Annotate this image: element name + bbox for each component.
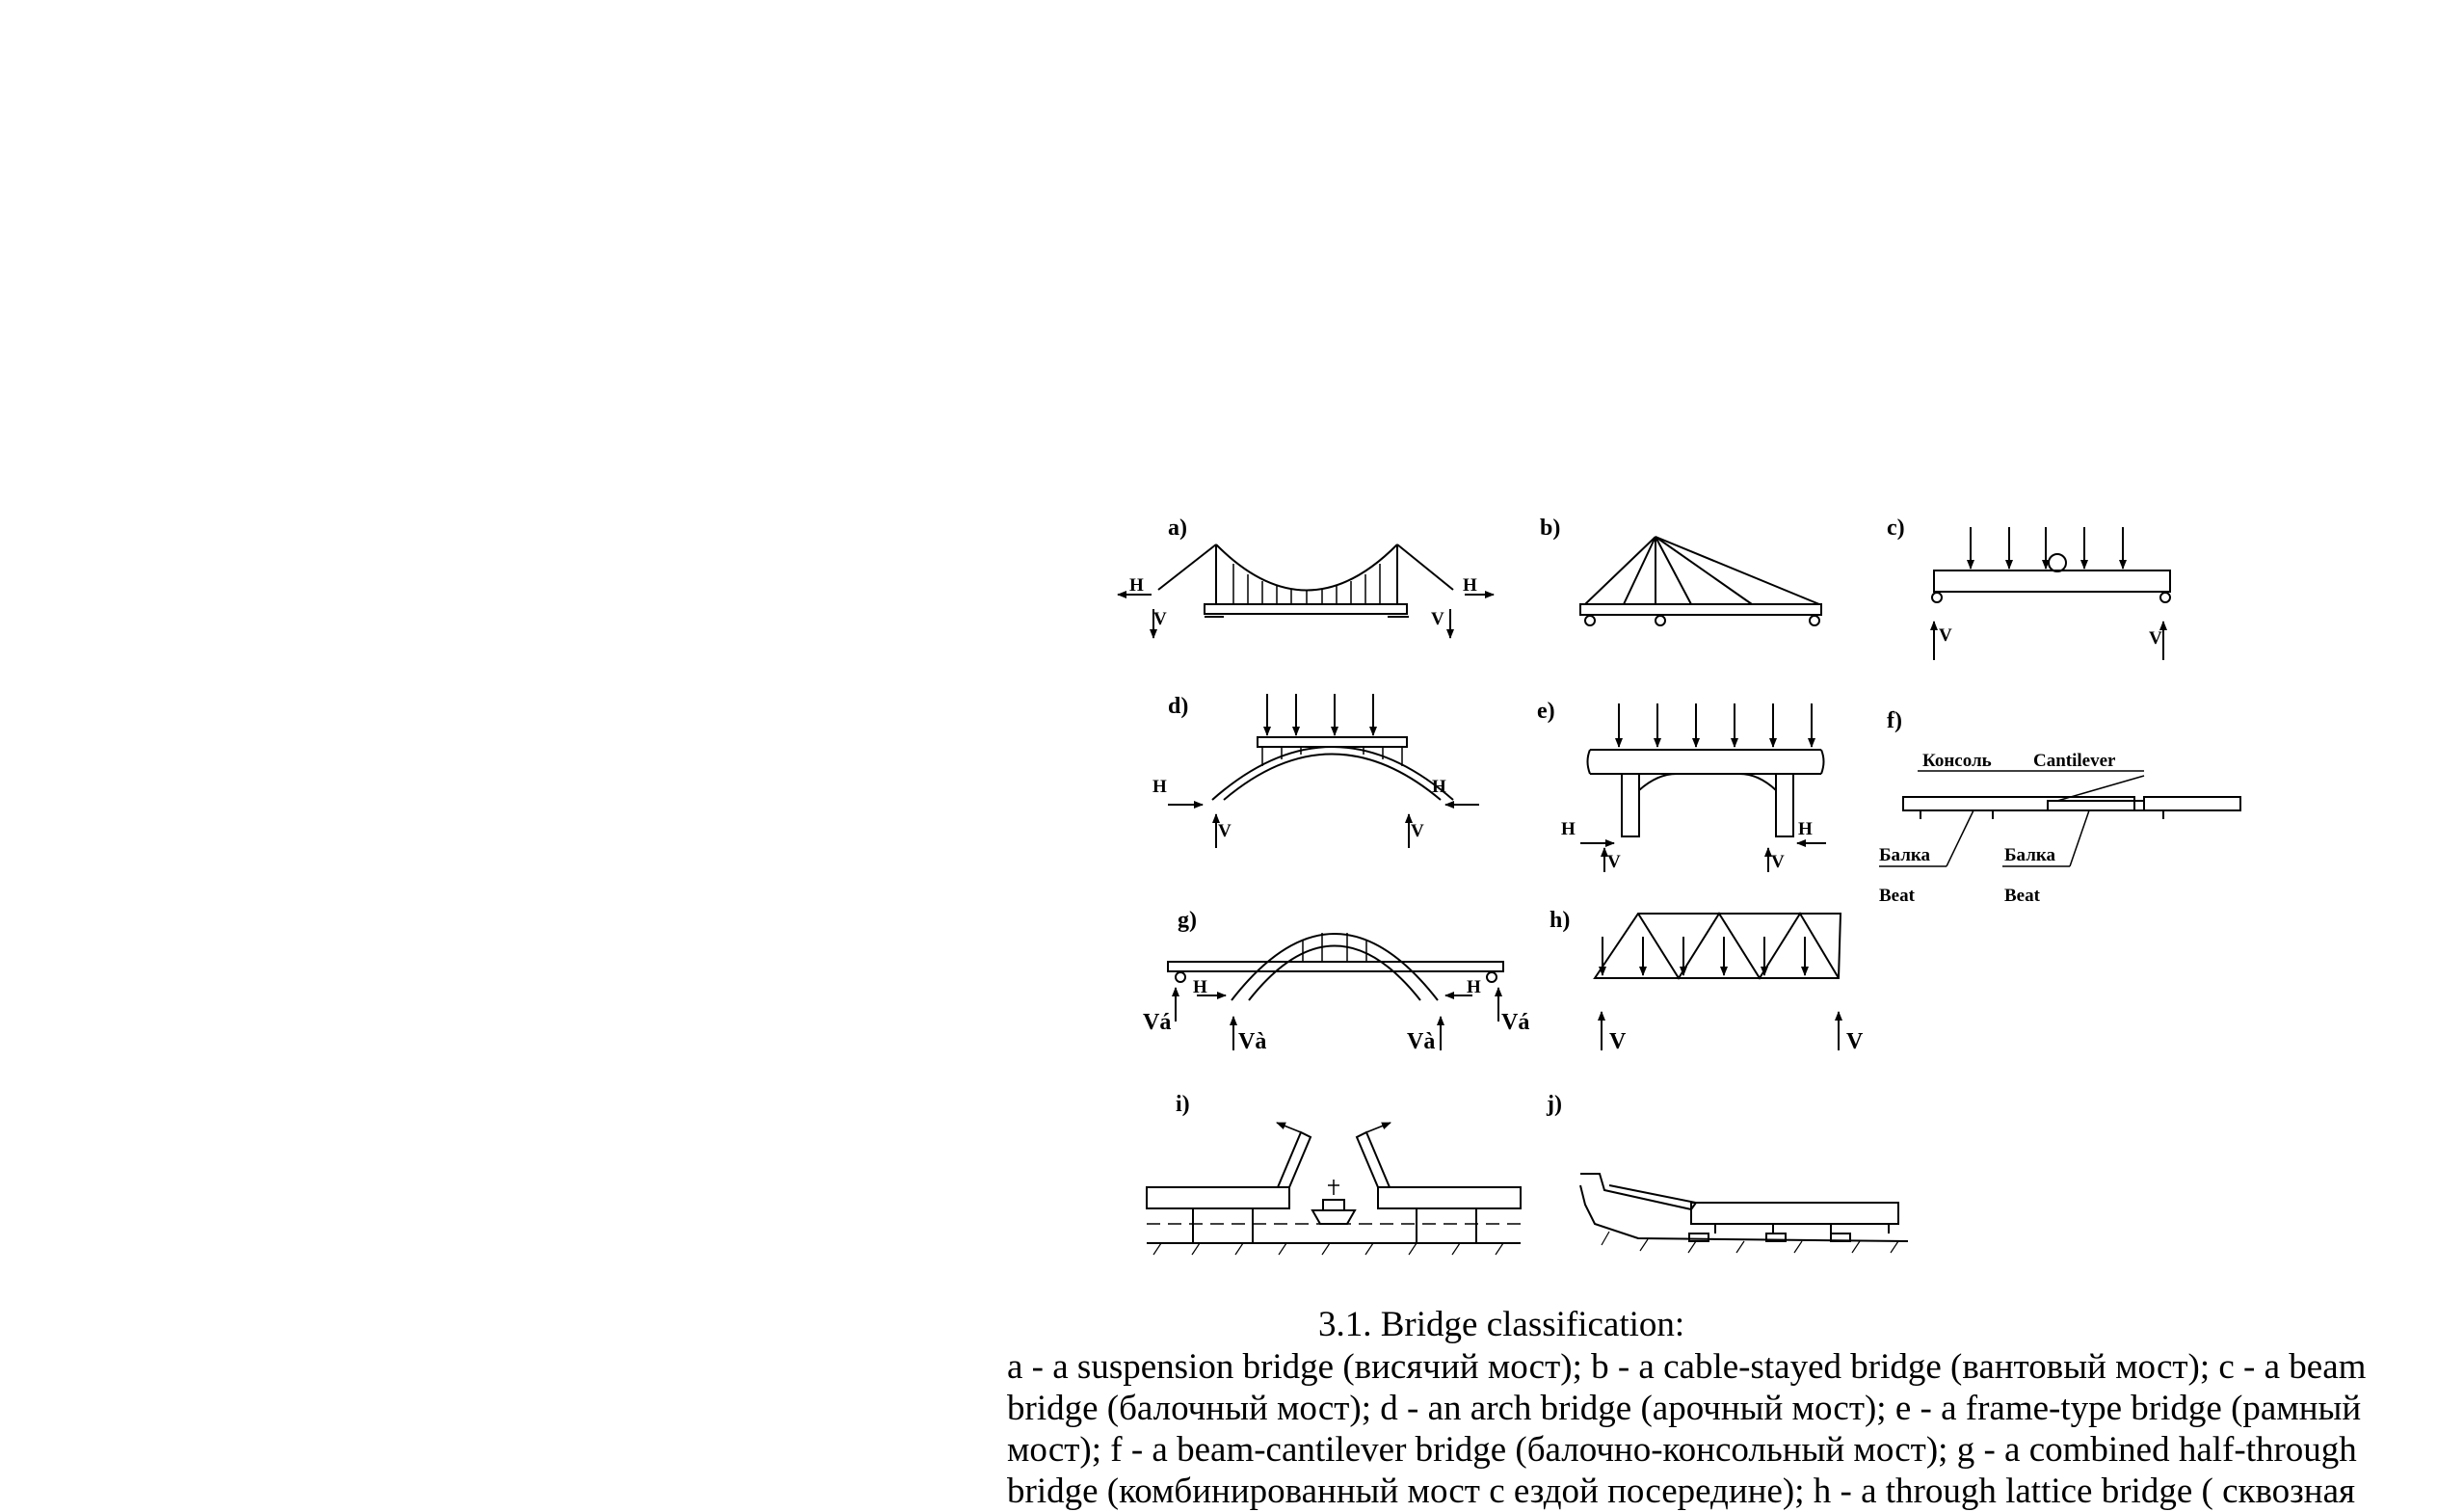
panel-label-e: e) [1537,699,1555,724]
force-label-h: H [1152,777,1167,797]
caption-line: a - a suspension bridge (висячий мост); b - a cable-stayed bridge (вантовый мост); c - a beam [1007,1347,2367,1387]
force-label-h: H [1561,819,1576,839]
force-label-v: V [1771,852,1785,872]
label-beam-en-2: Beat [2004,886,2040,906]
panel-h-lattice-bridge [1595,914,1841,1050]
caption-line: мост); f - a beam-cantilever bridge (балочно-консольный мост); g - a combined half-through [1007,1430,2357,1470]
panel-d-arch-bridge [1168,694,1479,848]
label-console-ru: Консоль [1922,751,1992,771]
caption-title: 3.1. Bridge classification: [1318,1305,1685,1344]
panel-label-b: b) [1540,516,1561,541]
force-label-v: V [1846,1029,1864,1054]
panel-label-h: h) [1550,908,1571,933]
force-label-v: V [1609,1029,1627,1054]
panel-label-d: d) [1168,694,1189,719]
caption-body [1007,1346,2395,1511]
force-label-v: V [1218,821,1232,841]
label-cantilever: Cantilever [2033,751,2116,771]
force-label-h: H [1432,777,1446,797]
panel-j-viaduct-bridge [1580,1174,1908,1253]
panel-g-combined-bridge [1168,933,1503,1050]
force-label-v: V [2149,628,2162,649]
panel-label-i: i) [1176,1092,1190,1117]
label-beam-ru-2: Балка [2004,845,2056,865]
force-label-h: H [1129,575,1144,596]
panel-label-f: f) [1887,708,1902,733]
panel-b-cable-stayed-bridge [1580,537,1821,625]
force-label-va2: Và [1238,1029,1267,1054]
label-beam-en-1: Beat [1879,886,1915,906]
force-label-h: H [1467,977,1481,997]
panel-label-c: c) [1887,516,1905,541]
panel-label-a: a) [1168,516,1187,541]
panel-f-beam-cantilever-bridge [1879,771,2240,866]
force-label-va: Vá [1501,1010,1530,1035]
force-label-h: H [1798,819,1813,839]
force-label-v: V [1411,821,1424,841]
force-label-v: V [1607,852,1621,872]
force-label-v: V [1431,609,1444,629]
force-label-va: Vá [1143,1010,1172,1035]
force-label-h: H [1193,977,1207,997]
panel-e-frame-bridge [1580,703,1826,872]
force-label-v: V [1153,609,1167,629]
force-label-h: H [1463,575,1477,596]
panel-label-g: g) [1178,908,1197,933]
caption-line: bridge (балочный мост); d - an arch bridge (арочный мост); e - a frame-type bridge (рамный [1007,1389,2362,1428]
force-label-v: V [1939,625,1952,646]
caption-line: bridge (комбинированный мост с ездой посередине); h - a through lattice bridge ( сквозная [1007,1472,2356,1511]
label-beam-ru-1: Балка [1879,845,1931,865]
panel-i-movable-bridge [1147,1123,1521,1255]
panel-c-beam-bridge [1932,527,2170,660]
panel-label-j: j) [1547,1092,1562,1117]
force-label-va2: Và [1407,1029,1436,1054]
